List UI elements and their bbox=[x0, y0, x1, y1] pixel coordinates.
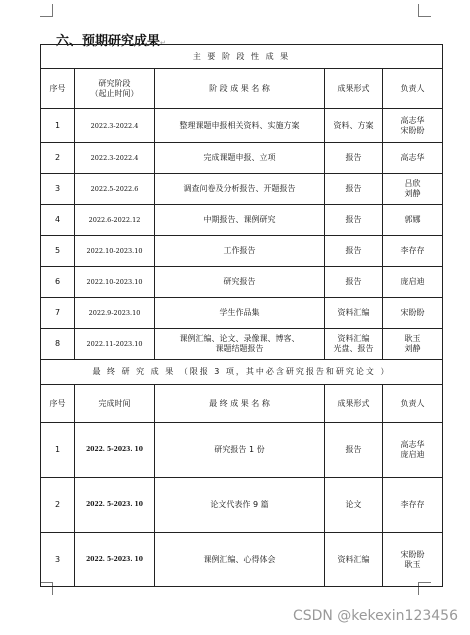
cell-name: 课例汇编、心得体会 bbox=[155, 533, 325, 587]
cell-owner: 吕欣 刘静 bbox=[383, 174, 443, 205]
cell-form: 资料汇编 bbox=[325, 533, 383, 587]
table-row bbox=[41, 478, 443, 533]
final-header-row bbox=[41, 385, 443, 423]
header-name: 阶 段 成 果 名 称 bbox=[155, 69, 325, 109]
cell-period: 2022.5-2022.6 bbox=[75, 174, 155, 205]
corner-mark-top-right bbox=[418, 4, 431, 17]
cell-no: 2 bbox=[41, 478, 75, 533]
cell-name: 中期报告、课例研究 bbox=[155, 205, 325, 236]
cell-no: 1 bbox=[41, 423, 75, 478]
cell-name: 调查问卷及分析报告、开题报告 bbox=[155, 174, 325, 205]
cell-owner: 宋盼盼 bbox=[383, 298, 443, 329]
cell-no: 7 bbox=[41, 298, 75, 329]
header-owner: 负责人 bbox=[383, 69, 443, 109]
table-row bbox=[41, 533, 443, 587]
results-table bbox=[40, 44, 443, 587]
cell-owner: 宋盼盼 耿玉 bbox=[383, 533, 443, 587]
cell-owner: 郭娜 bbox=[383, 205, 443, 236]
cell-owner: 李存存 bbox=[383, 478, 443, 533]
cell-owner: 高志华 bbox=[383, 143, 443, 174]
cell-no: 4 bbox=[41, 205, 75, 236]
header-owner: 负责人 bbox=[383, 385, 443, 423]
table-row bbox=[41, 205, 443, 236]
cell-no: 3 bbox=[41, 174, 75, 205]
final-title-row bbox=[41, 360, 443, 385]
table-row bbox=[41, 236, 443, 267]
cell-name: 论文代表作 9 篇 bbox=[155, 478, 325, 533]
cell-no: 8 bbox=[41, 329, 75, 360]
header-period: 研究阶段 （起止时间） bbox=[75, 69, 155, 109]
cell-no: 1 bbox=[41, 109, 75, 143]
watermark: CSDN @kekexin123456 bbox=[292, 608, 458, 624]
cell-period: 2022.10-2023.10 bbox=[75, 236, 155, 267]
cell-period: 2022.3-2022.4 bbox=[75, 109, 155, 143]
stage-title-row bbox=[41, 45, 443, 69]
stage-title: 主 要 阶 段 性 成 果 bbox=[41, 45, 443, 69]
cell-name: 学生作品集 bbox=[155, 298, 325, 329]
table-row bbox=[41, 267, 443, 298]
cell-period: 2022. 5-2023. 10 bbox=[75, 533, 155, 587]
cell-period: 2022.3-2022.4 bbox=[75, 143, 155, 174]
stage-header-row bbox=[41, 69, 443, 109]
cell-owner: 高志华 宋盼盼 bbox=[383, 109, 443, 143]
cell-period: 2022. 5-2023. 10 bbox=[75, 423, 155, 478]
header-period: 完成时间 bbox=[75, 385, 155, 423]
cell-no: 6 bbox=[41, 267, 75, 298]
cell-form: 论文 bbox=[325, 478, 383, 533]
cell-period: 2022.11-2023.10 bbox=[75, 329, 155, 360]
cell-owner: 李存存 bbox=[383, 236, 443, 267]
header-no: 序号 bbox=[41, 69, 75, 109]
header-form: 成果形式 bbox=[325, 385, 383, 423]
cell-owner: 庞启迪 bbox=[383, 267, 443, 298]
cell-form: 报告 bbox=[325, 205, 383, 236]
cell-name: 课例汇编、论文、录像课、博客、 课题结题报告 bbox=[155, 329, 325, 360]
cell-form: 资料汇编 bbox=[325, 298, 383, 329]
cell-name: 工作报告 bbox=[155, 236, 325, 267]
table-row bbox=[41, 298, 443, 329]
header-form: 成果形式 bbox=[325, 69, 383, 109]
cell-no: 5 bbox=[41, 236, 75, 267]
cell-form: 报告 bbox=[325, 267, 383, 298]
cell-form: 报告 bbox=[325, 423, 383, 478]
cell-name: 整理课题申报相关资料、实施方案 bbox=[155, 109, 325, 143]
cell-name: 完成课题申报、立项 bbox=[155, 143, 325, 174]
cell-form: 资料、方案 bbox=[325, 109, 383, 143]
cell-period: 2022. 5-2023. 10 bbox=[75, 478, 155, 533]
table-row bbox=[41, 329, 443, 360]
header-no: 序号 bbox=[41, 385, 75, 423]
table-row bbox=[41, 423, 443, 478]
cell-form: 资料汇编 光盘、报告 bbox=[325, 329, 383, 360]
cell-name: 研究报告 1 份 bbox=[155, 423, 325, 478]
cell-name: 研究报告 bbox=[155, 267, 325, 298]
section-heading: 六、预期研究成果↵ bbox=[56, 34, 166, 49]
table-row bbox=[41, 143, 443, 174]
cell-period: 2022.9-2023.10 bbox=[75, 298, 155, 329]
table-row bbox=[41, 174, 443, 205]
final-title: 最 终 研 究 成 果 （限报 3 项，其中必含研究报告和研究论文 ） bbox=[41, 360, 443, 385]
cell-period: 2022.6-2022.12 bbox=[75, 205, 155, 236]
cell-owner: 高志华 庞启迪 bbox=[383, 423, 443, 478]
cell-no: 3 bbox=[41, 533, 75, 587]
corner-mark-top-left bbox=[40, 4, 53, 17]
cell-form: 报告 bbox=[325, 143, 383, 174]
table-row bbox=[41, 109, 443, 143]
cell-no: 2 bbox=[41, 143, 75, 174]
cell-form: 报告 bbox=[325, 174, 383, 205]
cell-period: 2022.10-2023.10 bbox=[75, 267, 155, 298]
cell-form: 报告 bbox=[325, 236, 383, 267]
cell-owner: 耿玉 刘静 bbox=[383, 329, 443, 360]
header-name: 最 终 成 果 名 称 bbox=[155, 385, 325, 423]
